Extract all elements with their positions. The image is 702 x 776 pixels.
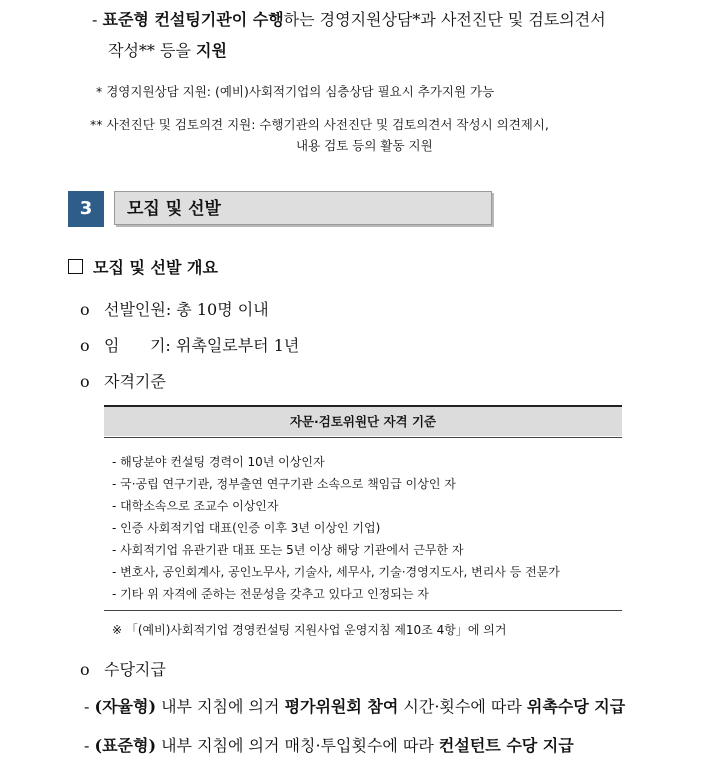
subsection-heading (68, 255, 218, 278)
table-row: - 인증 사회적기업 대표(인증 이후 3년 이상인 기업) (112, 521, 381, 535)
allowance-autonomous-type: (자율형) (94, 697, 157, 716)
table-row: - 사회적기업 유관기관 대표 또는 5년 이상 해당 기관에서 근무한 자 (112, 543, 464, 557)
item-qualification-text: 자격기준 (104, 372, 166, 391)
intro-line2-bold: 지원 (196, 41, 227, 60)
allowance-autonomous-mid: 내부 지침에 의거 (156, 697, 285, 716)
table-row: - 해당분야 컨설팅 경력이 10년 이상인자 (112, 455, 325, 469)
allowance-autonomous-bold2: 위촉수당 지급 (526, 697, 626, 716)
intro-line-1 (92, 9, 606, 31)
allowance-autonomous-bold1: 평가위원회 참여 (284, 697, 399, 716)
bullet-circle-icon: o (80, 660, 90, 679)
note-consulting: * 경영지원상담 지원: (예비)사회적기업의 심층상담 필요시 추가지원 가능 (96, 84, 495, 99)
allowance-dash: - (84, 697, 90, 716)
table-row: - 국·공립 연구기관, 정부출연 연구기관 소속으로 책임급 이상인 자 (112, 477, 456, 491)
allowance-autonomous (84, 694, 625, 717)
section-title: 모집 및 선발 (114, 191, 492, 225)
allowance-standard-type: (표준형) (94, 736, 157, 755)
note-diagnosis-2: 내용 검토 등의 활동 지원 (296, 138, 433, 153)
item-selection (80, 297, 269, 320)
intro-line2-text: 작성** 등을 (108, 41, 196, 60)
allowance-dash: - (84, 736, 90, 755)
item-qualification (80, 369, 166, 392)
bullet-circle-icon: o (80, 300, 90, 319)
checkbox-square-icon (68, 259, 83, 274)
table-row: - 변호사, 공인회계사, 공인노무사, 기술사, 세무사, 기술·경영지도사, 변리사 등 전문가 (112, 565, 560, 579)
intro-rest: 하는 경영지원상담*과 사전진단 및 검토의견서 (283, 10, 606, 29)
item-allowance-text: 수당지급 (104, 660, 166, 679)
subsection-title: 모집 및 선발 개요 (93, 258, 218, 277)
allowance-standard-mid: 내부 지침에 의거 매칭·투입횟수에 따라 (156, 736, 439, 755)
bullet-circle-icon: o (80, 372, 90, 391)
allowance-standard (84, 733, 574, 756)
intro-line-2 (108, 40, 227, 62)
table-basis-note: ※ 「(예비)사회적기업 경영컨설팅 지원사업 운영지침 제10조 4항」에 의거 (112, 623, 507, 637)
note-diagnosis-1: ** 사전진단 및 검토의견 지원: 수행기관의 사전진단 및 검토의견서 작성시 의견제시, (90, 117, 549, 132)
item-selection-text: 선발인원: 총 10명 이내 (104, 300, 269, 319)
table-row: - 대학소속으로 조교수 이상인자 (112, 499, 279, 513)
allowance-standard-bold1: 컨설턴트 수당 지급 (438, 736, 574, 755)
intro-bold-standard: 표준형 컨설팅기관이 수행 (102, 10, 284, 29)
item-allowance (80, 657, 166, 680)
item-period-text: 임 기: 위촉일로부터 1년 (104, 336, 300, 355)
section-number: 3 (68, 191, 104, 227)
allowance-autonomous-mid2: 시간·횟수에 따라 (398, 697, 527, 716)
item-period (80, 333, 299, 356)
table-header-divider (104, 437, 622, 438)
table-row: - 기타 위 자격에 준하는 전문성을 갖추고 있다고 인정되는 자 (112, 587, 429, 601)
table-header: 자문·검토위원단 자격 기준 (104, 407, 622, 436)
intro-dash: - (92, 10, 98, 29)
table-bottom-border (104, 610, 622, 611)
bullet-circle-icon: o (80, 336, 90, 355)
